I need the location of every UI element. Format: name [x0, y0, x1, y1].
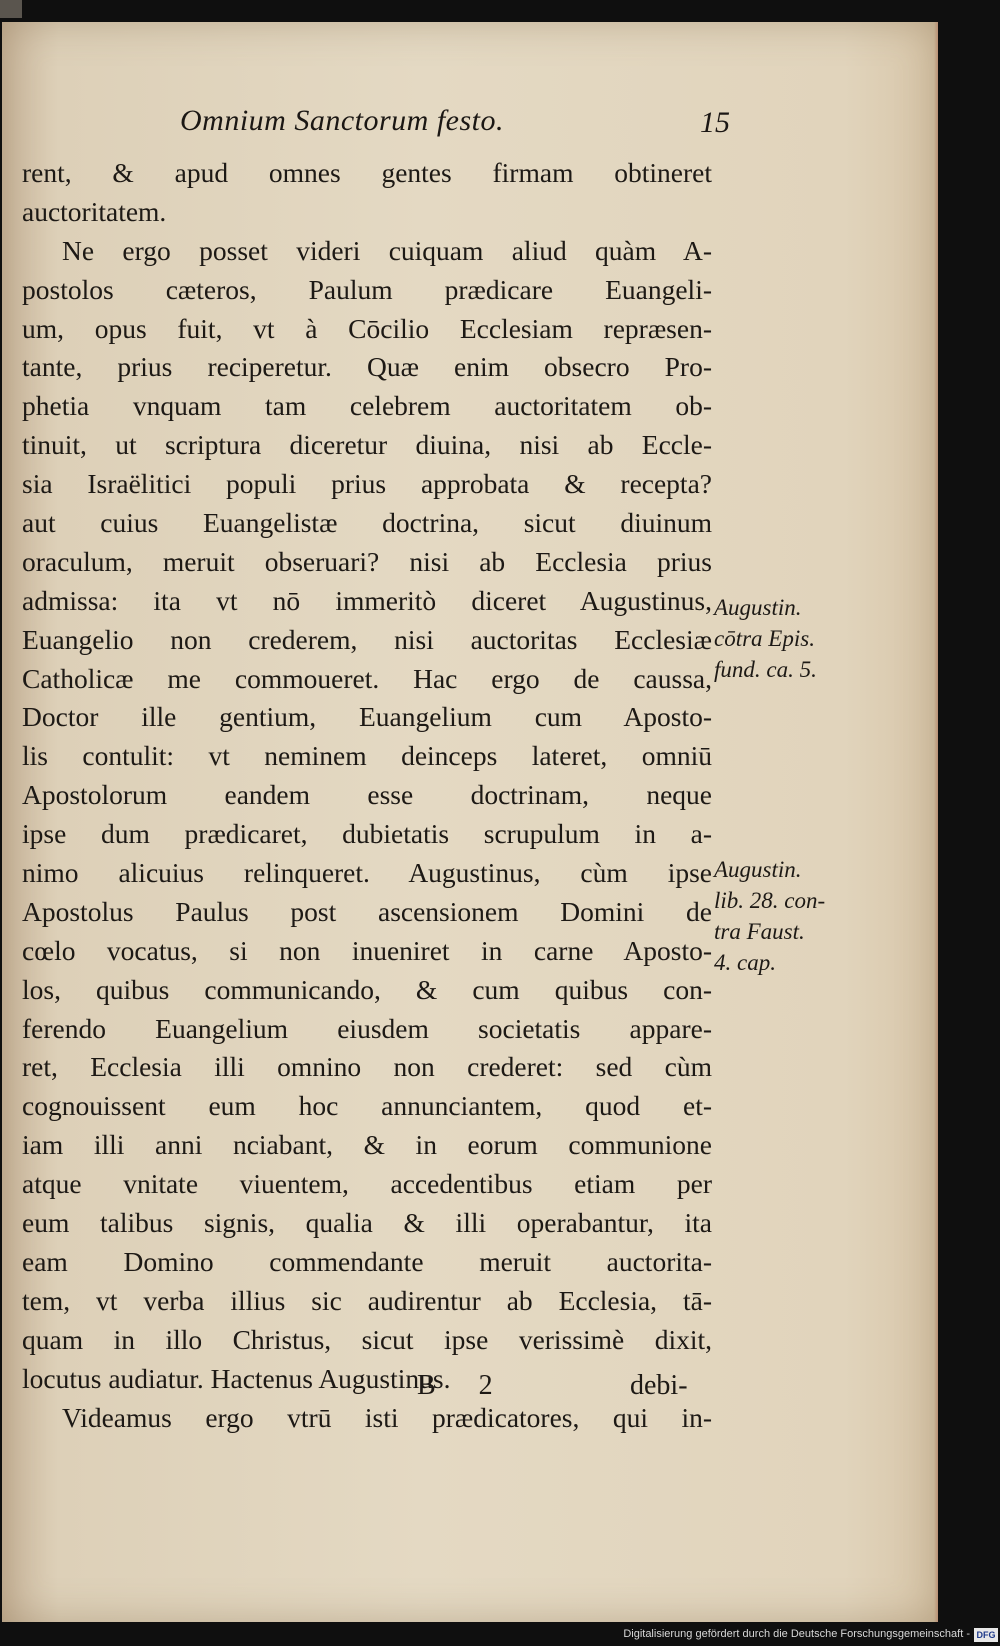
- text-line: phetia vnquam tam celebrem auctoritatem ob-: [22, 390, 712, 422]
- dfg-logo: DFG: [974, 1628, 998, 1642]
- text-line: Apostolorum eandem esse doctrinam, neque: [22, 779, 712, 811]
- text-line: Ne ergo posset videri cuiquam aliud quàm A-: [62, 234, 712, 266]
- marginal-note-line: Augustin.: [714, 595, 802, 620]
- text-line: admissa: ita vt nō immeritò diceret Augustinus,: [22, 584, 712, 616]
- marginal-note-line: tra Faust.: [714, 919, 805, 944]
- marginal-note-line: Augustin.: [714, 857, 802, 882]
- text-line: auctoritatem.: [22, 195, 167, 227]
- text-line: postolos cæteros, Paulum prædicare Euangeli-: [22, 273, 712, 305]
- marginal-note-line: cōtra Epis.: [714, 626, 815, 651]
- text-line: cognouissent eum hoc annunciantem, quod et-: [22, 1090, 712, 1122]
- catchword: debi-: [630, 1370, 688, 1401]
- text-line: quam in illo Christus, sicut ipse verissimè dixit,: [22, 1323, 712, 1355]
- text-line: Euangelio non crederem, nisi auctoritas Ecclesiæ: [22, 623, 712, 655]
- text-line: atque vnitate viuentem, accedentibus etiam per: [22, 1168, 712, 1200]
- scan-corner-mark: [0, 0, 22, 18]
- text-line: sia Israëlitici populi prius approbata & recepta?: [22, 468, 712, 500]
- body-text: [22, 154, 712, 1437]
- text-line: cœlo vocatus, si non inueniret in carne Aposto-: [22, 934, 712, 966]
- signature-mark: B 2: [417, 1370, 511, 1401]
- page-edge: [934, 22, 938, 1622]
- text-line: ipse dum prædicaret, dubietatis scrupulum in a-: [22, 818, 712, 850]
- text-line: nimo alicuius relinqueret. Augustinus, cùm ipse: [22, 857, 712, 889]
- text-line: tem, vt verba illius sic audirentur ab Ecclesia, tā-: [22, 1284, 712, 1316]
- text-line: eum talibus signis, qualia & illi operabantur, ita: [22, 1207, 712, 1239]
- text-line: los, quibus communicando, & cum quibus con-: [22, 973, 712, 1005]
- text-line: lis contulit: vt neminem deinceps lateret, omniū: [22, 740, 712, 772]
- digitization-credit: Digitalisierung gefördert durch die Deutsche Forschungsgemeinschaft -: [623, 1628, 970, 1640]
- marginal-note: [714, 854, 934, 978]
- book-page: [2, 22, 938, 1622]
- text-line: um, opus fuit, vt à Cōcilio Ecclesiam repræsen-: [22, 312, 712, 344]
- page-number: 15: [700, 106, 730, 139]
- text-line: tinuit, ut scriptura diceretur diuina, nisi ab Eccle-: [22, 429, 712, 461]
- marginal-note-line: fund. ca. 5.: [714, 657, 817, 682]
- text-line: iam illi anni nciabant, & in eorum communione: [22, 1129, 712, 1161]
- marginal-note-line: 4. cap.: [714, 950, 776, 975]
- running-head: Omnium Sanctorum festo.: [180, 104, 504, 137]
- text-line: rent, & apud omnes gentes firmam obtineret: [22, 157, 712, 188]
- text-line: Videamus ergo vtrū isti prædicatores, qui in-: [62, 1401, 712, 1433]
- text-line: aut cuius Euangelistæ doctrina, sicut diuinum: [22, 507, 712, 539]
- text-line: oraculum, meruit obseruari? nisi ab Ecclesia prius: [22, 545, 712, 577]
- text-line: Doctor ille gentium, Euangelium cum Aposto-: [22, 701, 712, 733]
- text-line: Catholicæ me commoueret. Hac ergo de caussa,: [22, 662, 712, 694]
- marginal-note-line: lib. 28. con-: [714, 888, 826, 913]
- text-line: locutus audiatur. Hactenus Augustinus.: [22, 1362, 451, 1394]
- text-line: ret, Ecclesia illi omnino non crederet: sed cùm: [22, 1051, 712, 1083]
- marginal-note: [714, 592, 934, 685]
- text-line: tante, prius reciperetur. Quæ enim obsecro Pro-: [22, 351, 712, 383]
- text-line: Apostolus Paulus post ascensionem Domini de: [22, 895, 712, 927]
- text-line: ferendo Euangelium eiusdem societatis appare-: [22, 1012, 712, 1044]
- text-line: eam Domino commendante meruit auctorita-: [22, 1245, 712, 1277]
